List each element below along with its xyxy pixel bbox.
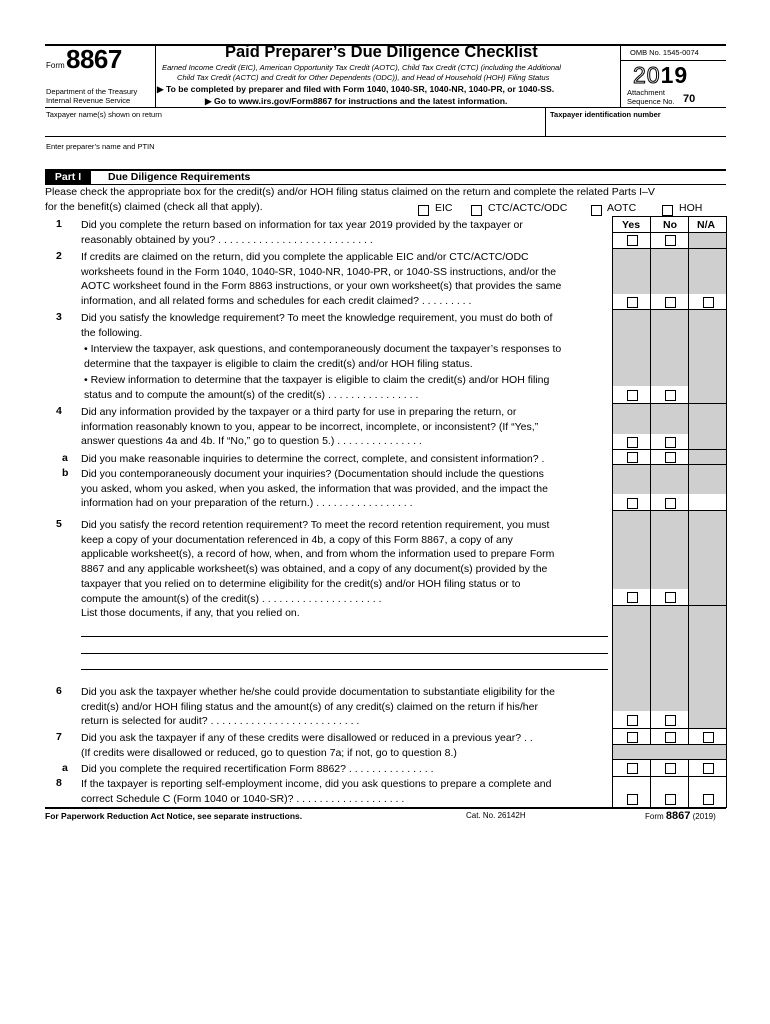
q2-rule xyxy=(612,309,726,310)
q3-bullet-line: • Review information to determine that the taxpayer is eligible to claim the credit(s) and/or HOH filing xyxy=(84,374,550,386)
intro-line-1: Please check the appropriate box for the credit(s) and/or HOH filing status claimed on the return and complete the related Parts I–V xyxy=(45,186,655,198)
q7a-na[interactable] xyxy=(703,763,714,774)
filing-instruction: ▶ To be completed by preparer and filed with Form 1040, 1040-SR, 1040-NR, 1040-PR, or 1040-SS. xyxy=(157,84,555,94)
q3-rule xyxy=(612,403,726,404)
shade-q2 xyxy=(612,249,726,294)
year-suffix: 19 xyxy=(660,62,689,88)
na-shade-q5 xyxy=(689,589,726,605)
footer-form-word: Form xyxy=(645,812,664,821)
q1-no[interactable] xyxy=(665,235,676,246)
q4-yes[interactable] xyxy=(627,437,638,448)
q2-yes[interactable] xyxy=(627,297,638,308)
q5-line: Did you satisfy the record retention requirement? To meet the record retention requirement, you must xyxy=(81,519,550,531)
q7-note-rule xyxy=(612,759,726,760)
q8-no[interactable] xyxy=(665,794,676,805)
sequence-number: 70 xyxy=(683,93,696,105)
answer-col-no-na xyxy=(688,216,689,808)
hoh-checkbox[interactable] xyxy=(662,205,673,216)
shade-q5 xyxy=(612,511,726,589)
q3-bullet-line: • Interview the taxpayer, ask questions, and contemporaneously document the taxpayer’s responses to xyxy=(84,343,562,355)
q3-text xyxy=(81,311,609,340)
q3-bullet-line: status and to compute the amount(s) of the credit(s) . . . . . . . . . . . . . . . . xyxy=(84,388,419,401)
q8-number: 8 xyxy=(56,777,62,789)
q3-bullet-2 xyxy=(84,373,612,402)
q3-line: Did you satisfy the knowledge requirement? To meet the knowledge requirement, you must do both of xyxy=(81,312,553,324)
q5-line: 8867 and any applicable worksheet(s) was obtained, and a copy of any document(s) provided by the xyxy=(81,563,548,576)
q4-text xyxy=(81,405,609,449)
q2-na[interactable] xyxy=(703,297,714,308)
q3-bullet-1 xyxy=(84,342,612,371)
aotc-label: AOTC xyxy=(607,202,637,214)
q6-number: 6 xyxy=(56,685,62,697)
q4a-letter: a xyxy=(62,452,68,464)
q8-line: correct Schedule C (Form 1040 or 1040-SR)? . . . . . . . . . . . . . . . . . . . xyxy=(81,792,405,805)
q4a-no[interactable] xyxy=(665,452,676,463)
tax-year xyxy=(633,62,688,89)
website-instruction: ▶ Go to www.irs.gov/Form8867 for instructions and the latest information. xyxy=(205,96,508,106)
q5-doc-line-3[interactable] xyxy=(81,669,608,670)
q4-rule xyxy=(612,449,726,450)
answer-col-yes-no xyxy=(650,216,651,808)
q7-line: Did you ask the taxpayer if any of these credits were disallowed or reduced in a previous year? . . xyxy=(81,732,533,744)
na-shade-q1 xyxy=(689,233,726,248)
q3-no[interactable] xyxy=(665,390,676,401)
q5-doc-line-1[interactable] xyxy=(81,636,608,637)
hoh-label: HOH xyxy=(679,202,703,214)
q6-line: Did you ask the taxpayer whether he/she could provide documentation to substantiate eligibility for the xyxy=(81,686,555,698)
part-i-title: Due Diligence Requirements xyxy=(108,171,251,183)
q5-yes[interactable] xyxy=(627,592,638,603)
paperwork-notice: For Paperwork Reduction Act Notice, see separate instructions. xyxy=(45,811,303,821)
q6-no[interactable] xyxy=(665,715,676,726)
eic-checkbox[interactable] xyxy=(418,205,429,216)
q8-yes[interactable] xyxy=(627,794,638,805)
q5-line: compute the amount(s) of the credit(s) . . . . . . . . . . . . . . . . . . . . . xyxy=(81,592,382,605)
attachment-label: Attachment xyxy=(627,88,665,97)
header-divider-right xyxy=(620,44,621,107)
form-title: Paid Preparer’s Due Diligence Checklist xyxy=(225,43,538,61)
shade-q5-list xyxy=(612,605,726,711)
answer-col-right xyxy=(726,216,727,808)
footer-form-year: (2019) xyxy=(692,812,716,821)
taxpayer-names-label: Taxpayer name(s) shown on return xyxy=(46,110,162,119)
q4b-line: Did you contemporaneously document your inquiries? (Documentation should include the questions xyxy=(81,468,544,480)
na-shade-q6 xyxy=(689,711,726,728)
q2-line: If credits are claimed on the return, did you complete the applicable EIC and/or CTC/ACTC/ODC xyxy=(81,251,529,263)
q6-yes[interactable] xyxy=(627,715,638,726)
q5-no[interactable] xyxy=(665,592,676,603)
q4a-text xyxy=(81,452,609,467)
year-prefix: 20 xyxy=(633,62,661,88)
shade-q7-note xyxy=(613,745,726,759)
q4a-rule xyxy=(612,464,726,465)
header-divider-left xyxy=(155,44,156,107)
q5-line: taxpayer that you relied on to determine eligibility for the credit(s) and/or HOH filing status or to xyxy=(81,577,521,590)
cat-number: Cat. No. 26142H xyxy=(466,811,526,820)
q1-yes[interactable] xyxy=(627,235,638,246)
q5-doc-line-2[interactable] xyxy=(81,653,608,654)
q6-rule xyxy=(612,728,726,729)
q5-text xyxy=(81,518,609,606)
q8-line: If the taxpayer is reporting self-employment income, did you ask questions to prepare a complete and xyxy=(81,778,552,790)
form-label: Form xyxy=(46,61,65,70)
q7a-letter: a xyxy=(62,762,68,774)
q1-text xyxy=(81,218,609,247)
q4b-no[interactable] xyxy=(665,498,676,509)
q1-line: Did you complete the return based on information for tax year 2019 provided by the taxpayer or xyxy=(81,219,523,231)
q4a-line: Did you make reasonable inquiries to determine the correct, complete, and consistent information? . xyxy=(81,453,545,465)
preparer-name-field[interactable] xyxy=(46,152,722,166)
omb-rule xyxy=(620,60,726,61)
q7-no[interactable] xyxy=(665,732,676,743)
col-yes: Yes xyxy=(622,219,641,231)
q2-text xyxy=(81,250,609,309)
q2-line: AOTC worksheet found in the Form 8863 instructions, or your own worksheet(s) that provides the same xyxy=(81,280,562,293)
q2-line: worksheets found in the Form 1040, 1040-SR, 1040-NR, 1040-PR, or 1040-SS instructions, and/or the xyxy=(81,265,557,278)
q4b-letter: b xyxy=(62,467,69,479)
q1-rule xyxy=(612,248,726,249)
q3-yes[interactable] xyxy=(627,390,638,401)
q1-line: reasonably obtained by you? . . . . . . . . . . . . . . . . . . . . . . . . . . . xyxy=(81,233,373,246)
q3-line: the following. xyxy=(81,326,143,339)
shade-q4 xyxy=(612,404,726,434)
q4a-yes[interactable] xyxy=(627,452,638,463)
q6-text xyxy=(81,685,609,729)
q7-text xyxy=(81,731,609,760)
na-shade-q3 xyxy=(689,386,726,403)
q4b-text xyxy=(81,467,609,511)
q4-line: information reasonably known to you, appear to be incorrect, incomplete, or inconsistent? (If “Yes,” xyxy=(81,420,539,433)
q7a-rule xyxy=(612,776,726,777)
q3-number: 3 xyxy=(56,311,62,323)
q2-line: information, and all related forms and schedules for each credit claimed? . . . . . . . . . xyxy=(81,295,472,308)
q7-yes[interactable] xyxy=(627,732,638,743)
aotc-checkbox[interactable] xyxy=(591,205,602,216)
footer-form xyxy=(645,810,716,822)
q5-line: applicable worksheet(s), a record of how, when, and from whom the information used to prepare Form xyxy=(81,548,555,561)
intro-line-2: for the benefit(s) claimed (check all that apply). xyxy=(45,201,263,213)
q6-line: return is selected for audit? . . . . . . . . . . . . . . . . . . . . . . . . . . xyxy=(81,715,360,728)
ctc-checkbox[interactable] xyxy=(471,205,482,216)
taxpayer-id-field[interactable] xyxy=(550,120,722,135)
shade-q3 xyxy=(612,309,726,386)
answer-col-left xyxy=(612,216,613,808)
footer-rule xyxy=(45,807,726,809)
taxpayer-names-field[interactable] xyxy=(46,120,541,135)
subtitle-line-2: Child Tax Credit (ACTC) and Credit for Other Dependents (ODC)), and Head of Household (HOH) Filing Status xyxy=(177,73,550,82)
q7-na[interactable] xyxy=(703,732,714,743)
eic-label: EIC xyxy=(435,202,453,214)
footer-form-number: 8867 xyxy=(665,810,691,822)
omb-number: OMB No. 1545-0074 xyxy=(630,48,699,57)
q5-list-prompt: List those documents, if any, that you relied on. xyxy=(81,607,300,619)
q8-text xyxy=(81,777,609,806)
q8-na[interactable] xyxy=(703,794,714,805)
q4-line: answer questions 4a and 4b. If “No,” go to question 5.) . . . . . . . . . . . . . . . xyxy=(81,435,422,448)
q2-no[interactable] xyxy=(665,297,676,308)
q4-number: 4 xyxy=(56,405,62,417)
preparer-name-label: Enter preparer’s name and PTIN xyxy=(46,142,155,151)
q4b-yes[interactable] xyxy=(627,498,638,509)
col-na: N/A xyxy=(697,219,716,231)
sequence-label: Sequence No. xyxy=(627,97,675,106)
q7-number: 7 xyxy=(56,731,62,743)
q7a-no[interactable] xyxy=(665,763,676,774)
q7-line: (If credits were disallowed or reduced, go to question 7a; if not, go to question 8.) xyxy=(81,746,457,759)
header-bottom-rule xyxy=(45,107,726,108)
q4-line: Did any information provided by the taxpayer or a third party for use in preparing the return, or xyxy=(81,406,517,418)
q2-number: 2 xyxy=(56,250,62,262)
subtitle-line-1: Earned Income Credit (EIC), American Opportunity Tax Credit (AOTC), Child Tax Credit (CTC) (including the Additional xyxy=(162,63,561,72)
q4b-line: you asked, whom you asked, when you asked, the information that was provided, and the impact the xyxy=(81,482,548,495)
q4-no[interactable] xyxy=(665,437,676,448)
taxpayer-id-label: Taxpayer identification number xyxy=(550,110,661,119)
tin-divider xyxy=(545,107,546,136)
q1-number: 1 xyxy=(56,218,62,230)
ctc-label: CTC/ACTC/ODC xyxy=(488,202,568,214)
part-i-tab: Part I xyxy=(45,170,91,184)
q7a-yes[interactable] xyxy=(627,763,638,774)
part-rule-bottom xyxy=(45,184,726,185)
irs-label: Internal Revenue Service xyxy=(46,96,131,105)
form-number: 8867 xyxy=(66,44,122,74)
q4b-rule xyxy=(612,510,726,511)
q5-rule xyxy=(612,605,726,606)
q5-line: keep a copy of your documentation referenced in 4b, a copy of this Form 8867, a copy of any xyxy=(81,533,513,546)
q6-line: credit(s) and/or HOH filing status and the amount(s) of any credit(s) claimed on the return if his/her xyxy=(81,700,538,713)
q3-bullet-line: determine that the taxpayer is eligible to claim the credit(s) and/or HOH filing status. xyxy=(84,357,473,370)
names-bottom-rule xyxy=(45,136,726,137)
q7a-text xyxy=(81,762,609,777)
dept-treasury: Department of the Treasury xyxy=(46,87,138,96)
col-no: No xyxy=(663,219,677,231)
q7a-line: Did you complete the required recertification Form 8862? . . . . . . . . . . . . . . . xyxy=(81,763,434,775)
q5-number: 5 xyxy=(56,518,62,530)
q4b-line: information had on your preparation of the return.) . . . . . . . . . . . . . . . . . xyxy=(81,497,413,510)
answer-header-top xyxy=(612,216,726,217)
